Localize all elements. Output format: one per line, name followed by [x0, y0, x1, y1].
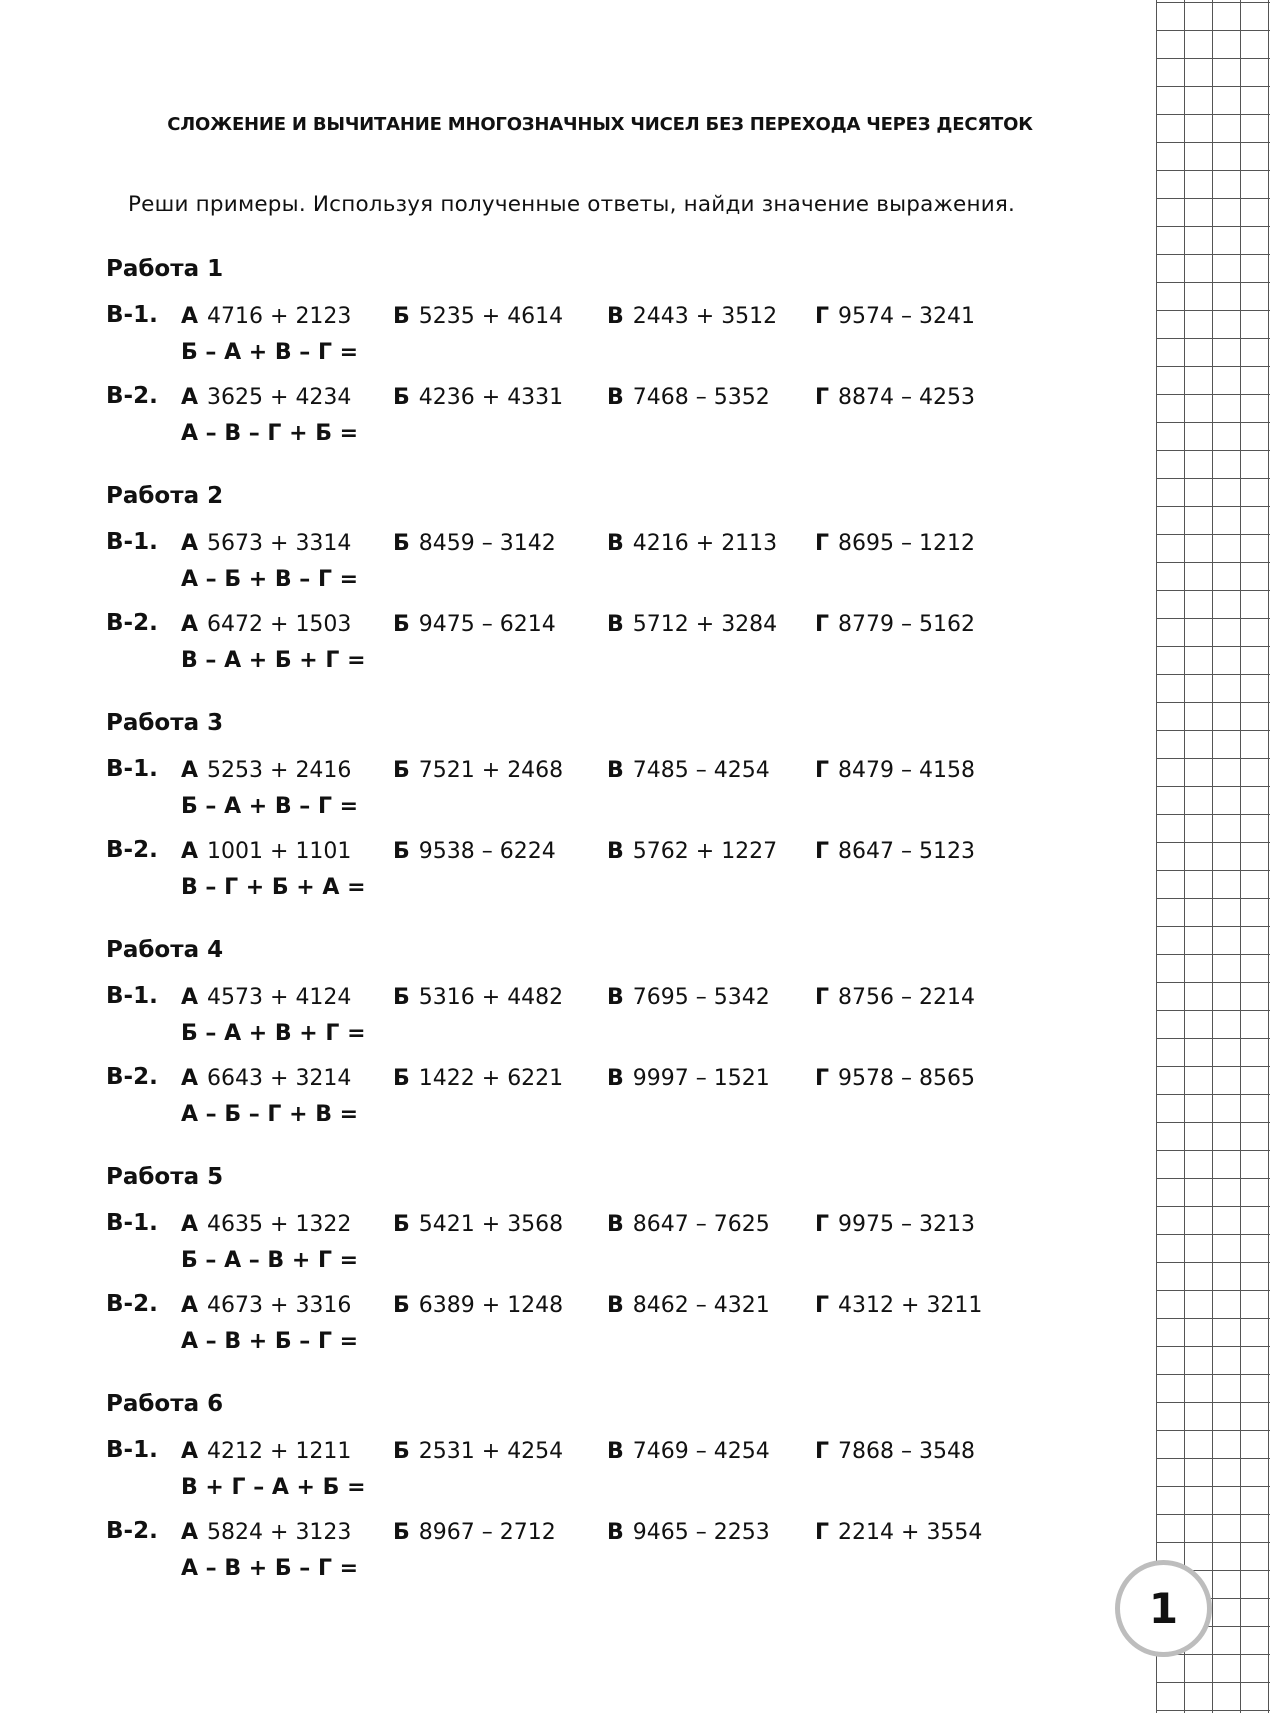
work-section: [0, 256, 1150, 482]
example-expression: 9475 – 6214: [418, 612, 556, 637]
example-expression: 8459 – 3142: [418, 531, 556, 556]
example-expression: 2214 + 3554: [838, 1520, 983, 1545]
example: [181, 1066, 351, 1091]
work-section: [0, 1391, 1150, 1617]
variant-label: В-2.: [106, 837, 158, 863]
example: [607, 758, 770, 783]
example-expression: 5824 + 3123: [207, 1520, 352, 1545]
example-expression: 7485 – 4254: [632, 758, 770, 783]
example-expression: 9975 – 3213: [838, 1212, 975, 1237]
example-expression: 2443 + 3512: [632, 304, 778, 329]
variant-row: [0, 1291, 1150, 1369]
example-expression: 4236 + 4331: [418, 385, 564, 410]
example-letter: Г: [815, 1293, 830, 1318]
variant-row: [0, 302, 1150, 380]
example-letter: А: [181, 1293, 199, 1318]
variant-row: [0, 610, 1150, 688]
example-letter: Г: [815, 985, 830, 1010]
example-expression: 4573 + 4124: [207, 985, 352, 1010]
combined-expression: Б – А + В + Г =: [181, 1021, 366, 1046]
example: [181, 1439, 351, 1464]
example-letter: А: [181, 758, 199, 783]
example-letter: Г: [815, 1520, 830, 1545]
example-letter: Б: [393, 612, 410, 637]
example-letter: Б: [393, 1212, 410, 1237]
example-letter: Г: [815, 385, 830, 410]
example: [181, 758, 351, 783]
example-letter: А: [181, 1520, 199, 1545]
example: [815, 1293, 982, 1318]
example: [181, 1293, 351, 1318]
combined-expression: А – В + Б – Г =: [181, 1556, 359, 1581]
example: [393, 1293, 563, 1318]
example-expression: 6472 + 1503: [207, 612, 352, 637]
example: [815, 839, 975, 864]
example: [393, 1520, 556, 1545]
example-letter: Г: [815, 839, 830, 864]
combined-expression: В – А + Б + Г =: [181, 648, 366, 673]
example-letter: Б: [393, 839, 410, 864]
example: [607, 1520, 770, 1545]
example-letter: Б: [393, 1520, 410, 1545]
variant-label: В-1.: [106, 529, 158, 555]
example-letter: Б: [393, 304, 410, 329]
example-letter: В: [607, 758, 624, 783]
variant-label: В-2.: [106, 610, 158, 636]
example-expression: 1001 + 1101: [207, 839, 352, 864]
example-letter: Г: [815, 1439, 830, 1464]
example: [393, 839, 556, 864]
example-letter: А: [181, 612, 199, 637]
graph-paper-margin: [1156, 0, 1270, 1713]
variant-row: [0, 1064, 1150, 1142]
example: [181, 612, 351, 637]
work-section: [0, 710, 1150, 936]
variant-row: [0, 529, 1150, 607]
example: [815, 1212, 975, 1237]
variant-label: В-1.: [106, 756, 158, 782]
example: [607, 1439, 770, 1464]
example-letter: В: [607, 1439, 624, 1464]
work-title: Работа 4: [106, 937, 224, 963]
variant-label: В-1.: [106, 1437, 158, 1463]
example-expression: 7521 + 2468: [418, 758, 564, 783]
example-expression: 5762 + 1227: [632, 839, 778, 864]
example-expression: 9578 – 8565: [838, 1066, 975, 1091]
example: [815, 531, 975, 556]
example: [393, 385, 563, 410]
example: [607, 531, 777, 556]
example-expression: 5235 + 4614: [418, 304, 564, 329]
example-letter: А: [181, 1439, 199, 1464]
example-expression: 4312 + 3211: [838, 1293, 983, 1318]
example-expression: 5421 + 3568: [418, 1212, 564, 1237]
variant-row: [0, 383, 1150, 461]
example-expression: 8967 – 2712: [418, 1520, 556, 1545]
example-expression: 9997 – 1521: [632, 1066, 770, 1091]
combined-expression: А – В + Б – Г =: [181, 1329, 359, 1354]
example-letter: Б: [393, 1293, 410, 1318]
combined-expression: Б – А + В – Г =: [181, 340, 359, 365]
example-letter: Г: [815, 758, 830, 783]
example-expression: 8647 – 5123: [838, 839, 975, 864]
page-title: СЛОЖЕНИЕ И ВЫЧИТАНИЕ МНОГОЗНАЧНЫХ ЧИСЕЛ БЕЗ ПЕРЕХОДА ЧЕРЕЗ ДЕСЯТОК: [167, 114, 1033, 135]
example-letter: Б: [393, 758, 410, 783]
combined-expression: В + Г – А + Б =: [181, 1475, 366, 1500]
variant-row: [0, 1437, 1150, 1515]
example-expression: 8779 – 5162: [838, 612, 975, 637]
example-letter: А: [181, 1066, 199, 1091]
example-letter: Г: [815, 1212, 830, 1237]
variant-row: [0, 1210, 1150, 1288]
example-letter: Б: [393, 385, 410, 410]
example-letter: Б: [393, 985, 410, 1010]
example-expression: 6389 + 1248: [418, 1293, 564, 1318]
example-letter: А: [181, 304, 199, 329]
combined-expression: А – Б + В – Г =: [181, 567, 359, 592]
example-expression: 7468 – 5352: [632, 385, 770, 410]
example: [393, 612, 556, 637]
example-expression: 9574 – 3241: [838, 304, 975, 329]
example: [181, 1520, 351, 1545]
example: [393, 985, 563, 1010]
example: [815, 758, 975, 783]
variant-row: [0, 756, 1150, 834]
variant-row: [0, 837, 1150, 915]
example-expression: 7469 – 4254: [632, 1439, 770, 1464]
example-letter: Г: [815, 304, 830, 329]
example-letter: А: [181, 531, 199, 556]
example-letter: В: [607, 385, 624, 410]
example: [393, 1212, 563, 1237]
example-expression: 2531 + 4254: [418, 1439, 564, 1464]
example-letter: В: [607, 304, 624, 329]
example-letter: А: [181, 839, 199, 864]
example: [607, 385, 770, 410]
variant-label: В-2.: [106, 1291, 158, 1317]
work-section: [0, 483, 1150, 709]
variant-row: [0, 983, 1150, 1061]
work-title: Работа 3: [106, 710, 224, 736]
example-letter: А: [181, 985, 199, 1010]
example-expression: 5712 + 3284: [632, 612, 778, 637]
example-expression: 8462 – 4321: [632, 1293, 770, 1318]
example-expression: 1422 + 6221: [418, 1066, 564, 1091]
example-letter: В: [607, 839, 624, 864]
variant-label: В-2.: [106, 1064, 158, 1090]
example: [181, 385, 351, 410]
variant-label: В-1.: [106, 302, 158, 328]
example-expression: 8695 – 1212: [838, 531, 975, 556]
work-title: Работа 6: [106, 1391, 224, 1417]
example: [607, 985, 770, 1010]
example-expression: 8756 – 2214: [838, 985, 975, 1010]
example-expression: 5253 + 2416: [207, 758, 352, 783]
combined-expression: В – Г + Б + А =: [181, 875, 366, 900]
work-section: [0, 937, 1150, 1163]
example-expression: 6643 + 3214: [207, 1066, 352, 1091]
example: [181, 985, 351, 1010]
example: [181, 304, 351, 329]
example-letter: Г: [815, 612, 830, 637]
example-letter: Б: [393, 1066, 410, 1091]
page-number-badge: [1115, 1560, 1212, 1657]
example-letter: Б: [393, 1439, 410, 1464]
work-title: Работа 1: [106, 256, 224, 282]
example-letter: В: [607, 531, 624, 556]
example: [815, 985, 975, 1010]
example: [181, 839, 351, 864]
example: [607, 612, 777, 637]
example-expression: 5673 + 3314: [207, 531, 352, 556]
example: [607, 1066, 770, 1091]
example-expression: 7868 – 3548: [838, 1439, 975, 1464]
example-expression: 5316 + 4482: [418, 985, 564, 1010]
work-section: [0, 1164, 1150, 1390]
example-expression: 3625 + 4234: [207, 385, 352, 410]
example-expression: 4716 + 2123: [207, 304, 352, 329]
example: [815, 1520, 982, 1545]
combined-expression: А – Б – Г + В =: [181, 1102, 359, 1127]
example-expression: 8479 – 4158: [838, 758, 975, 783]
example-letter: В: [607, 1293, 624, 1318]
work-title: Работа 5: [106, 1164, 224, 1190]
example-expression: 4216 + 2113: [632, 531, 778, 556]
instruction-text: Реши примеры. Используя полученные ответы, найди значение выражения.: [128, 192, 1016, 217]
example: [815, 304, 975, 329]
page-number: 1: [1148, 1584, 1179, 1633]
example: [607, 304, 777, 329]
example: [393, 304, 563, 329]
example: [393, 758, 563, 783]
example-letter: Б: [393, 531, 410, 556]
example: [393, 531, 556, 556]
example: [181, 531, 351, 556]
example: [815, 612, 975, 637]
example: [393, 1066, 563, 1091]
example-letter: А: [181, 385, 199, 410]
example-letter: Г: [815, 1066, 830, 1091]
variant-label: В-2.: [106, 383, 158, 409]
example-letter: В: [607, 985, 624, 1010]
example-expression: 4635 + 1322: [207, 1212, 352, 1237]
example-expression: 4673 + 3316: [207, 1293, 352, 1318]
combined-expression: А – В – Г + Б =: [181, 421, 359, 446]
example-expression: 4212 + 1211: [207, 1439, 352, 1464]
example: [815, 385, 975, 410]
example-letter: Г: [815, 531, 830, 556]
combined-expression: Б – А + В – Г =: [181, 794, 359, 819]
example-letter: В: [607, 1212, 624, 1237]
example-expression: 9465 – 2253: [632, 1520, 770, 1545]
example-expression: 8647 – 7625: [632, 1212, 770, 1237]
example-letter: А: [181, 1212, 199, 1237]
example: [181, 1212, 351, 1237]
example: [607, 1212, 770, 1237]
example: [815, 1439, 975, 1464]
example-letter: В: [607, 1066, 624, 1091]
work-title: Работа 2: [106, 483, 224, 509]
example-expression: 7695 – 5342: [632, 985, 770, 1010]
example: [393, 1439, 563, 1464]
example: [607, 839, 777, 864]
example: [607, 1293, 770, 1318]
combined-expression: Б – А – В + Г =: [181, 1248, 359, 1273]
example-expression: 8874 – 4253: [838, 385, 975, 410]
variant-label: В-1.: [106, 1210, 158, 1236]
example-letter: В: [607, 1520, 624, 1545]
example: [815, 1066, 975, 1091]
example-expression: 9538 – 6224: [418, 839, 556, 864]
variant-label: В-2.: [106, 1518, 158, 1544]
example-letter: В: [607, 612, 624, 637]
variant-row: [0, 1518, 1150, 1596]
variant-label: В-1.: [106, 983, 158, 1009]
